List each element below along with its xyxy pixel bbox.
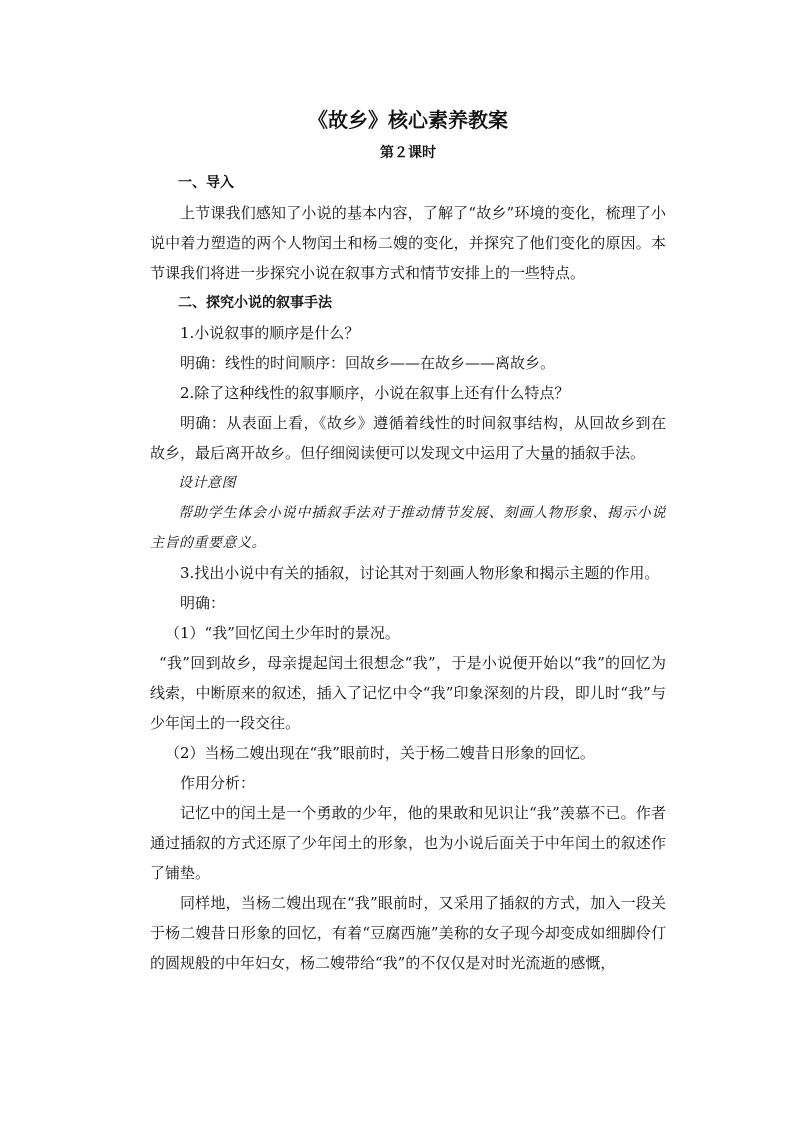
lesson-subtitle: 第２课时 [380, 145, 436, 161]
section-heading: 一、导入 [178, 175, 234, 191]
paragraph: （1）“我”回忆闰土少年时的景况。 [165, 624, 400, 642]
section-heading: 二、探究小说的叙事手法 [178, 295, 332, 311]
paragraph: “我”回到故乡，母亲提起闰土很想念“我”，于是小说便开始以“我”的回忆为线索，中断原来的叙述，插入了记忆中令“我”印象深刻的片段，即儿时“我”与少年闰土的一段交往。 [150, 654, 666, 732]
paragraph: 1.小说叙事的顺序是什么？ [180, 324, 360, 342]
paragraph: 明确：线性的时间顺序：回故乡——在故乡——离故乡。 [180, 354, 556, 372]
design-note-paragraph: 帮助学生体会小说中插叙手法对于推动情节发展、刻画人物形象、揭示小说主旨的重要意义。 [150, 505, 666, 551]
paragraph: 明确：从表面上看，《故乡》遵循着线性的时间叙事结构，从回故乡到在故乡，最后离开故乡。但仔细阅读便可以发现文中运用了大量的插叙手法。 [150, 414, 666, 462]
paragraph: 作用分析： [180, 774, 256, 792]
paragraph-list [150, 168, 666, 978]
paragraph: 明确： [180, 594, 226, 612]
paragraph: 上节课我们感知了小说的基本内容，了解了“故乡”环境的变化，梳理了小说中着力塑造的两个人物闰土和杨二嫂的变化，并探究了他们变化的原因。本节课我们将进一步探究小说在叙事方式和情节安排上的一些特点。 [150, 204, 666, 282]
design-note-paragraph: 设计意图 [178, 475, 236, 491]
document-title: 《故乡》核心素养教案 [308, 108, 508, 132]
paragraph: 3.找出小说中有关的插叙，讨论其对于刻画人物形象和揭示主题的作用。 [180, 564, 660, 582]
paragraph: 记忆中的闰土是一个勇敢的少年，他的果敢和见识让“我”羡慕不已。作者通过插叙的方式还原了少年闰土的形象，也为小说后面关于中年闰土的叙述作了铺垫。 [150, 804, 666, 882]
paragraph: （2）当杨二嫂出现在“我”眼前时，关于杨二嫂昔日形象的回忆。 [165, 744, 595, 762]
document-body [150, 104, 666, 978]
paragraph: 同样地，当杨二嫂出现在“我”眼前时，又采用了插叙的方式，加入一段关于杨二嫂昔日形象的回忆，有着“豆腐西施”美称的女子现今却变成如细脚伶仃的圆规般的中年妇女，杨二嫂带给“我”的不仅仅是对时光流逝的感慨， [150, 894, 666, 972]
paragraph: 2.除了这种线性的叙事顺序，小说在叙事上还有什么特点？ [180, 384, 570, 402]
